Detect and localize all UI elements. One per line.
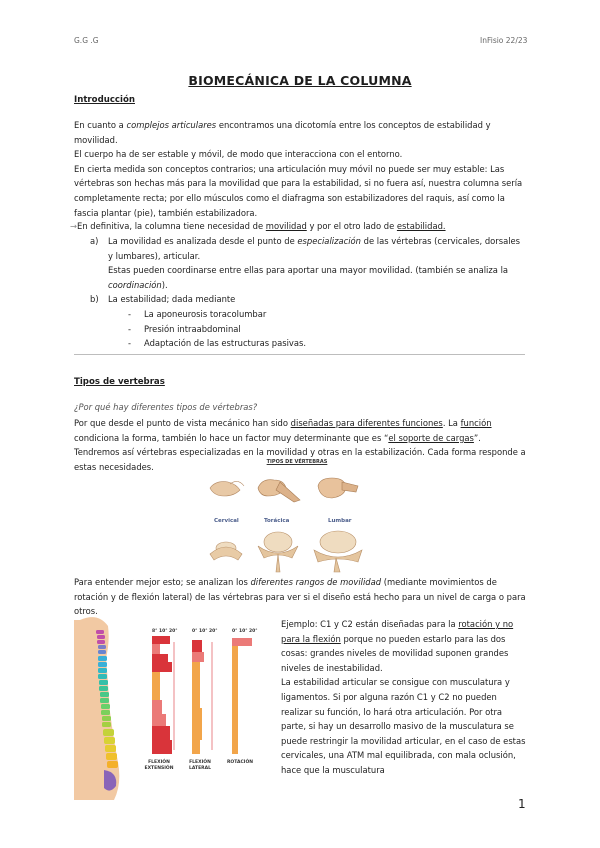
section-heading-intro: Introducción <box>74 95 135 105</box>
intro-paragraph-2: En cierta medida son conceptos contrarios; una articulación muy móvil no puede ser muy estable: Las vértebras son hechas más para la movilidad que para la estabilidad, si no fuera así, nuestra columna sería completamente recta; por ello músculos como el diafragma son estabilizadores del raquis, así como la fascia plantar (pie), también estabilizadora. <box>74 163 523 218</box>
text-italic: especialización <box>297 236 361 246</box>
vertebra-label-lumbar: Lumbar <box>328 518 352 524</box>
page-number: 1 <box>518 797 526 811</box>
text: (mediante movimientos de rotación y de flexión lateral) de las vértebras para ver si el diseño está hecho para un nivel de carga o para otros. <box>74 577 526 617</box>
lateral-flexion-bars <box>192 640 212 754</box>
thoracic-superior-image <box>258 532 298 572</box>
list-marker: b) <box>90 294 99 305</box>
list-marker: a) <box>90 236 99 246</box>
text-underlined: función <box>460 418 492 428</box>
text: Para entender mejor esto; se analizan los <box>74 577 251 587</box>
vertebra-label-cervical: Cervical <box>214 518 239 524</box>
intro-paragraph-1 <box>74 118 526 220</box>
section-heading-tipos: Tipos de vertebras <box>74 377 165 387</box>
figure-title: TIPOS DE VÉRTEBRAS <box>266 459 328 465</box>
text-underlined: diseñadas para diferentes funciones <box>290 418 443 428</box>
text-underlined: estabilidad. <box>396 221 446 231</box>
section-divider <box>74 354 525 355</box>
text: ). <box>161 279 168 290</box>
text-italic: diferentes rangos de movilidad <box>250 577 382 587</box>
body-silhouette <box>74 617 119 800</box>
text: La movilidad es analizada desde el punto de <box>108 236 298 246</box>
list-item-a <box>74 234 526 292</box>
thoracic-lateral-image <box>258 480 300 502</box>
example-paragraph-2: La estabilidad articular se consigue con musculatura y ligamentos. Si por alguna razón C1 y C2 no pueden realizar su función, lo hará otra articulación. Por otra parte, si hay un desarrollo masivo de la musculatura se puede restringir la movilidad articular, en el caso de estas cervicales, una ATM mal equilibrada, con mala oclusión, hace que la musculatura <box>281 677 526 775</box>
spine-figure <box>74 612 136 800</box>
example-paragraph <box>281 617 528 778</box>
text: La aponeurosis toracolumbar <box>144 308 267 319</box>
text: Ejemplo: C1 y C2 están diseñadas para la <box>281 619 459 629</box>
text: porque no pueden estarlo para las dos cosas: grandes niveles de movilidad suponen grandes niveles de inestabilidad. <box>281 633 509 673</box>
text: encontramos una dicotomía entre los conceptos de estabilidad y movilidad. <box>74 120 491 145</box>
sub-list-item <box>74 322 526 337</box>
cervical-superior-image <box>210 542 242 560</box>
axis-ticks-rotation: 0° 10° 20° <box>232 629 258 634</box>
range-of-motion-chart <box>140 622 276 780</box>
list-item-b <box>74 292 526 307</box>
sub-list-item <box>74 307 526 322</box>
text: de las vértebras (cervicales, dorsales y lumbares), articular. <box>108 236 521 261</box>
rotation-bars <box>232 638 252 754</box>
text: Por que desde el punto de vista mecánico han sido <box>74 418 291 428</box>
text: y por el otro lado de <box>306 221 397 231</box>
list-marker: - <box>128 338 132 349</box>
text-underlined: rotación y no para la flexión <box>281 619 514 644</box>
text: ”. Tendremos así vértebras especializadas en la movilidad y otras en la estabilización. Cada forma responde a estas necesidades. <box>74 432 526 472</box>
sub-list-item <box>74 336 526 351</box>
vertebra-types-figure <box>200 466 400 574</box>
axis-ticks-lateral-flexion: 0° 10° 20° <box>192 629 218 634</box>
list-marker: - <box>128 323 132 334</box>
text: En definitiva, la columna tiene necesidad de <box>77 221 266 231</box>
question-text: ¿Por qué hay diferentes tipos de vértebras? <box>74 402 258 412</box>
axis-ticks-flexion-extension: 8° 10° 20° <box>152 629 178 634</box>
chart-label-flexion-extension: FLEXIÓN EXTENSIÓN <box>144 760 174 771</box>
text: Presión intraabdominal <box>144 323 241 334</box>
text-underlined: el soporte de cargas <box>388 432 474 443</box>
text: En cuanto a <box>74 120 127 130</box>
flexion-extension-bars <box>152 636 174 754</box>
intro-paragraph-3 <box>70 219 526 234</box>
text: . La <box>442 418 461 428</box>
lumbar-lateral-image <box>318 478 358 498</box>
list-marker: - <box>128 308 132 319</box>
text: El cuerpo ha de ser estable y móvil, de modo que interacciona con el entorno. <box>74 149 403 160</box>
chart-label-lateral-flexion: FLEXIÓN LATERAL <box>189 760 211 771</box>
lumbar-superior-image <box>314 531 362 572</box>
text: La estabilidad; dada mediante <box>108 294 236 305</box>
vertebra-label-thoracic: Torácica <box>264 518 290 524</box>
text-underlined: movilidad <box>265 221 307 231</box>
tipos-paragraph-2 <box>74 575 526 619</box>
text: Adaptación de las estructuras pasivas. <box>144 338 307 349</box>
cervical-lateral-image <box>210 481 244 496</box>
text: condiciona la forma, también lo hace un factor muy determinante que es “ <box>74 432 389 443</box>
text-italic: coordinación <box>108 279 162 290</box>
chart-label-rotation: ROTACIÓN <box>226 760 254 765</box>
page-title: BIOMECÁNICA DE LA COLUMNA <box>188 73 412 88</box>
intro-list <box>74 234 526 351</box>
text: Estas pueden coordinarse entre ellas para aportar una mayor movilidad. (también se analiza la <box>108 265 509 276</box>
text-italic: complejos articulares <box>126 120 217 130</box>
header-author: G.G .G <box>74 36 99 45</box>
arrow-icon: → <box>70 221 78 231</box>
header-course: InFisio 22/23 <box>480 36 528 45</box>
